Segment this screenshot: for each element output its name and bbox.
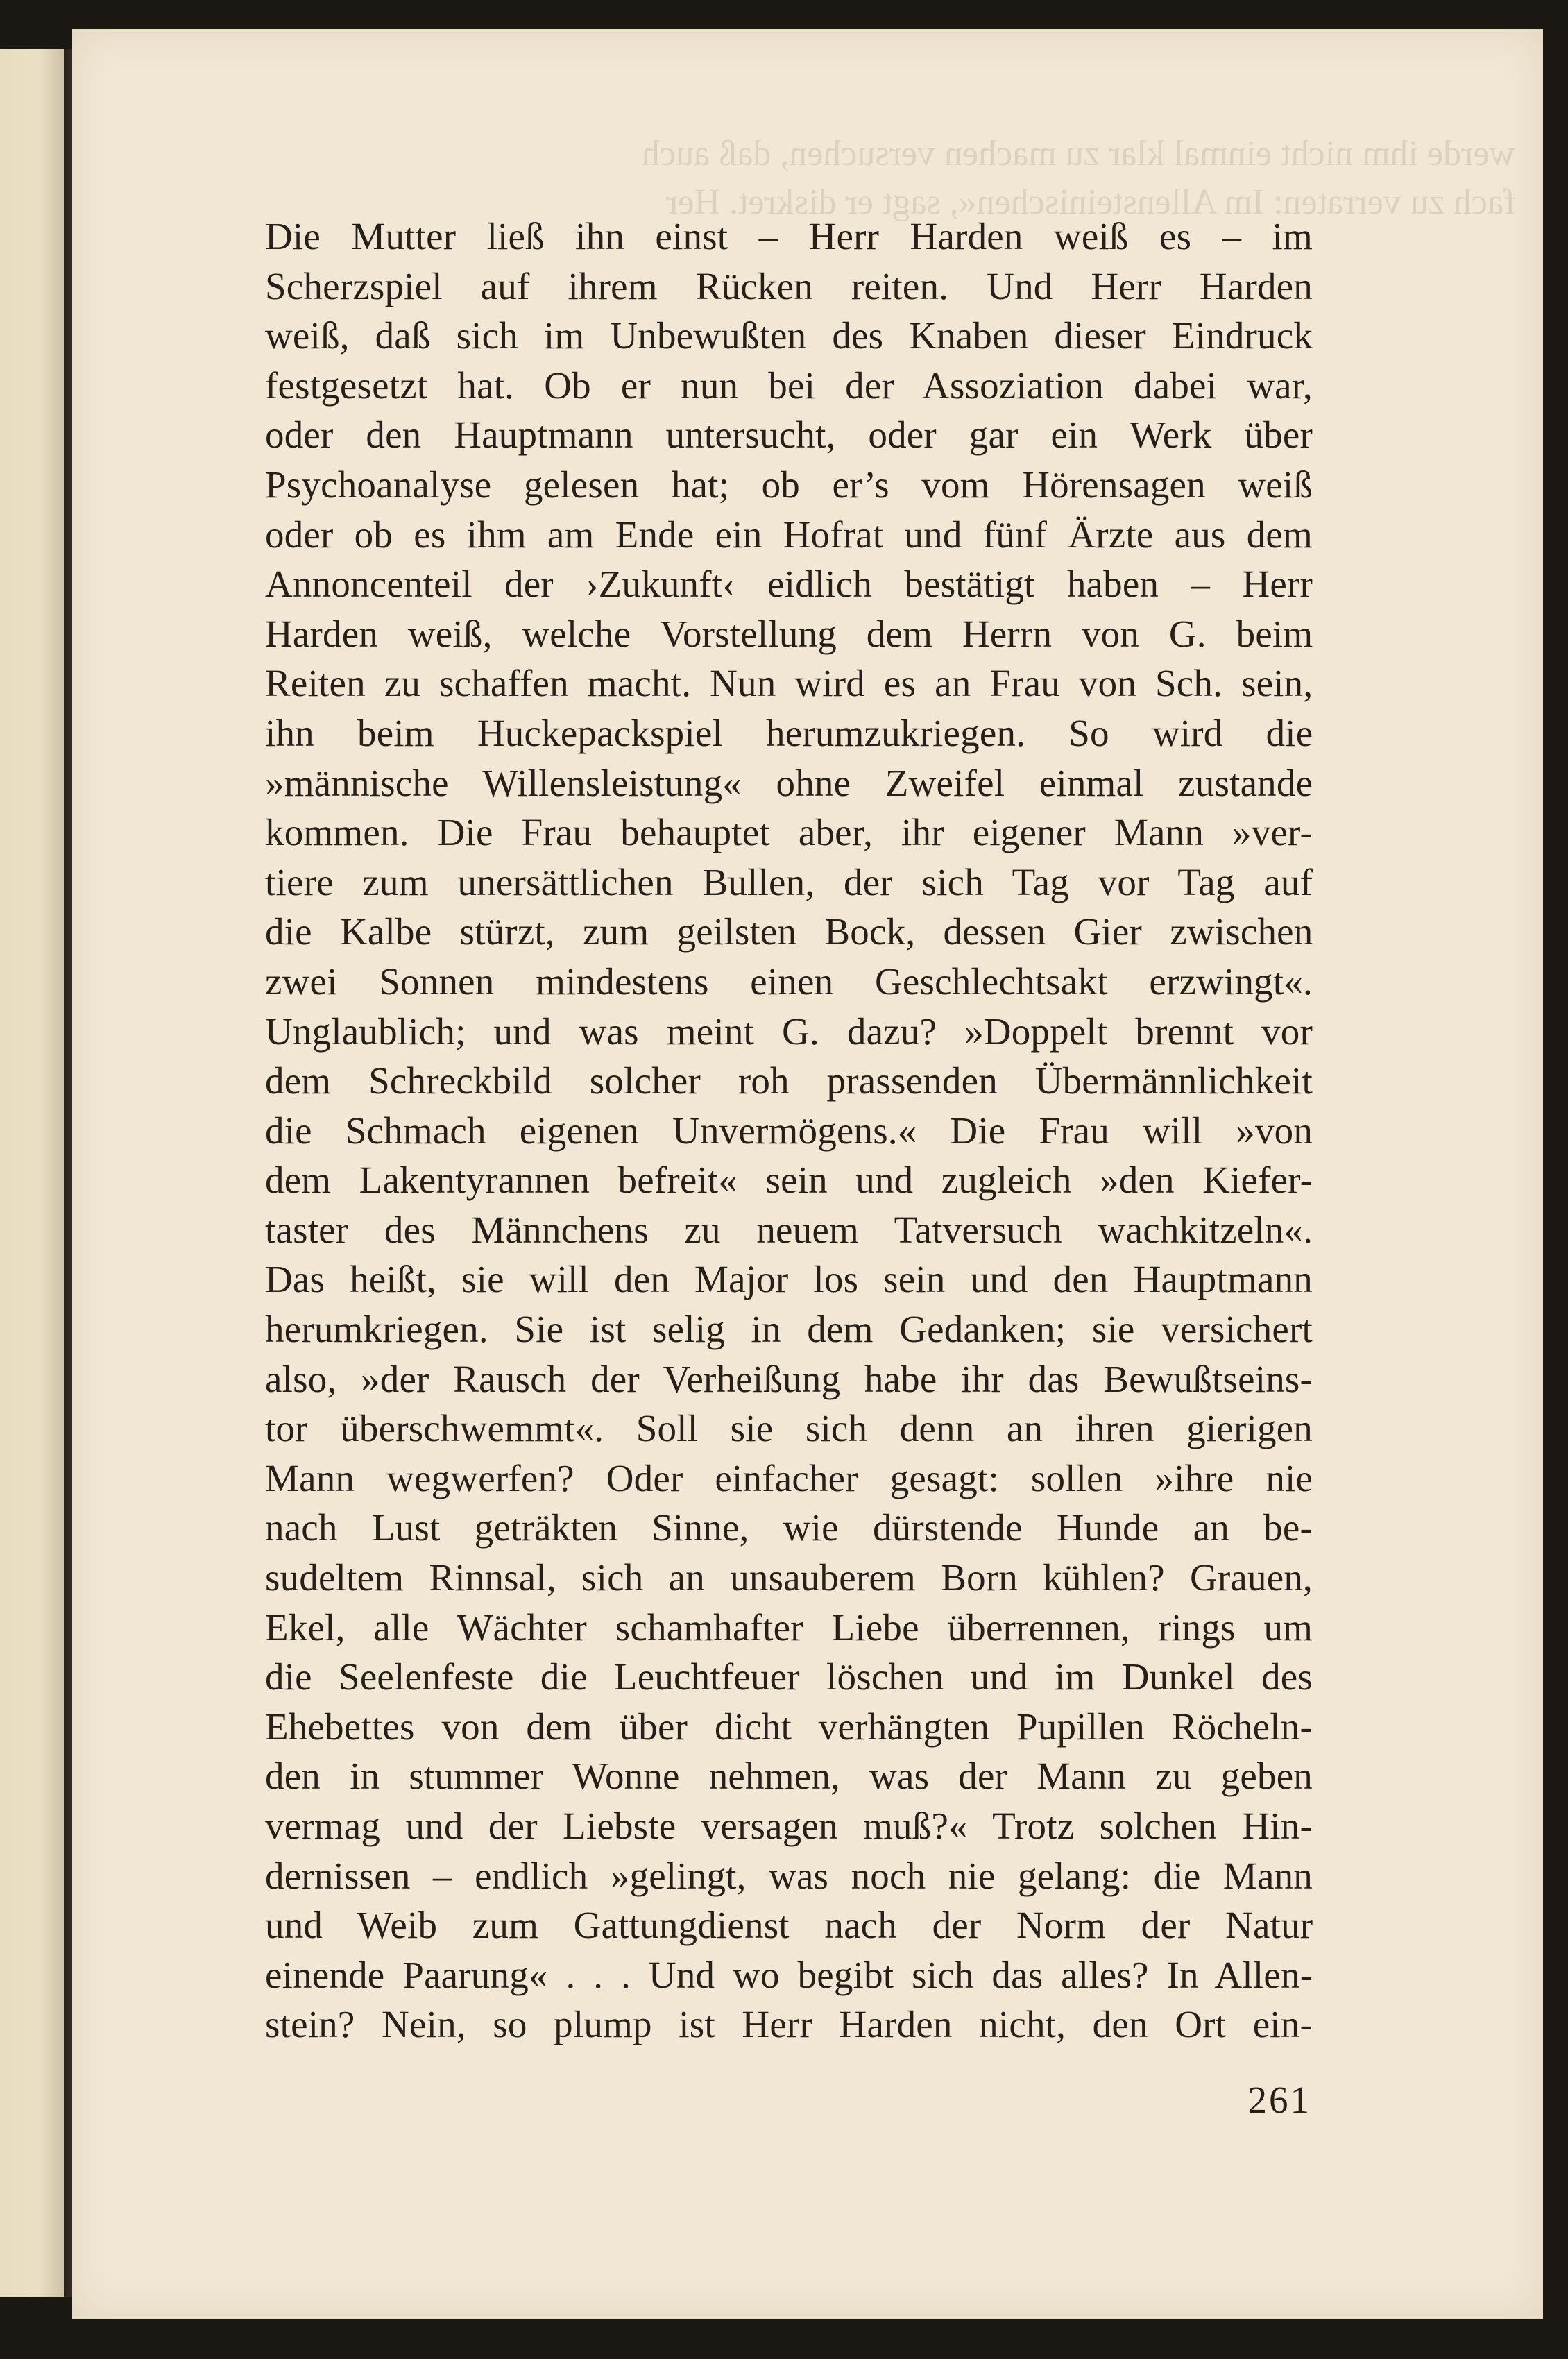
text-line: die Schmach eigenen Unvermögens.« Die Frau will »von	[265, 1109, 1313, 1152]
text-line: tiere zum unersättlichen Bullen, der sich Tag vor Tag auf	[265, 860, 1313, 903]
text-line: oder den Hauptmann untersucht, oder gar ein Werk über	[265, 414, 1313, 457]
text-line: die Kalbe stürzt, zum geilsten Bock, dessen Gier zwischen	[265, 910, 1313, 953]
text-line: nach Lust geträkten Sinne, wie dürstende Hunde an be-	[265, 1506, 1313, 1549]
text-line: und Weib zum Gattungdienst nach der Norm der Natur	[265, 1904, 1313, 1947]
text-line: Unglaublich; und was meint G. dazu? »Doppelt brennt vor	[265, 1010, 1313, 1053]
text-line: den in stummer Wonne nehmen, was der Mann zu geben	[265, 1755, 1313, 1798]
text-line: herumkriegen. Sie ist selig in dem Gedanken; sie versichert	[265, 1308, 1313, 1351]
page-number: 261	[1247, 2079, 1311, 2121]
text-line: Reiten zu schaffen macht. Nun wird es an Frau von Sch. sein,	[265, 662, 1313, 705]
text-line: also, »der Rausch der Verheißung habe ihr das Bewußtseins-	[265, 1357, 1313, 1400]
text-line: oder ob es ihm am Ende ein Hofrat und fünf Ärzte aus dem	[265, 513, 1313, 556]
text-line: dernissen – endlich »gelingt, was noch nie gelang: die Mann	[265, 1854, 1313, 1897]
text-line: Harden weiß, welche Vorstellung dem Herrn von G. beim	[265, 612, 1313, 655]
text-line: Annoncenteil der ›Zukunft‹ eidlich bestätigt haben – Herr	[265, 563, 1313, 606]
text-line: die Seelenfeste die Leuchtfeuer löschen und im Dunkel des	[265, 1655, 1313, 1698]
text-line: taster des Männchens zu neuem Tatversuch wachkitzeln«.	[265, 1208, 1313, 1251]
text-line: Scherzspiel auf ihrem Rücken reiten. Und Herr Harden	[265, 264, 1313, 307]
text-line: tor überschwemmt«. Soll sie sich denn an ihren gierigen	[265, 1407, 1313, 1450]
text-line: kommen. Die Frau behauptet aber, ihr eigener Mann »ver-	[265, 811, 1313, 854]
body-text	[265, 212, 1313, 2050]
text-line: dem Schreckbild solcher roh prassenden Übermännlichkeit	[265, 1059, 1313, 1102]
text-line: stein? Nein, so plump ist Herr Harden nicht, den Ort ein-	[265, 2003, 1313, 2046]
text-line: dem Lakentyrannen befreit« sein und zugleich »den Kiefer-	[265, 1159, 1313, 1202]
text-line: weiß, daß sich im Unbewußten des Knaben dieser Eindruck	[265, 314, 1313, 357]
text-line: Das heißt, sie will den Major los sein und den Hauptmann	[265, 1258, 1313, 1301]
text-line: vermag und der Liebste versagen muß?« Trotz solchen Hin-	[265, 1805, 1313, 1847]
previous-page-edge	[0, 49, 64, 2297]
text-line: sudeltem Rinnsal, sich an unsauberem Born kühlen? Grauen,	[265, 1556, 1313, 1599]
text-line: einende Paarung« . . . Und wo begibt sich das alles? In Allen-	[265, 1953, 1313, 1996]
text-line: Psychoanalyse gelesen hat; ob er’s vom Hörensagen weiß	[265, 463, 1313, 506]
text-line: festgesetzt hat. Ob er nun bei der Assoziation dabei war,	[265, 364, 1313, 407]
text-line: ihn beim Huckepackspiel herumzukriegen. So wird die	[265, 711, 1313, 754]
text-line: Ekel, alle Wächter schamhafter Liebe überrennen, rings um	[265, 1606, 1313, 1649]
text-line: Ehebettes von dem über dicht verhängten Pupillen Röcheln-	[265, 1705, 1313, 1748]
text-line: zwei Sonnen mindestens einen Geschlechtsakt erzwingt«.	[265, 960, 1313, 1003]
text-line: Die Mutter ließ ihn einst – Herr Harden weiß es – im	[265, 215, 1313, 257]
text-line: Mann wegwerfen? Oder einfacher gesagt: sollen »ihre nie	[265, 1456, 1313, 1499]
text-line: »männische Willensleistung« ohne Zweifel einmal zustande	[265, 761, 1313, 804]
